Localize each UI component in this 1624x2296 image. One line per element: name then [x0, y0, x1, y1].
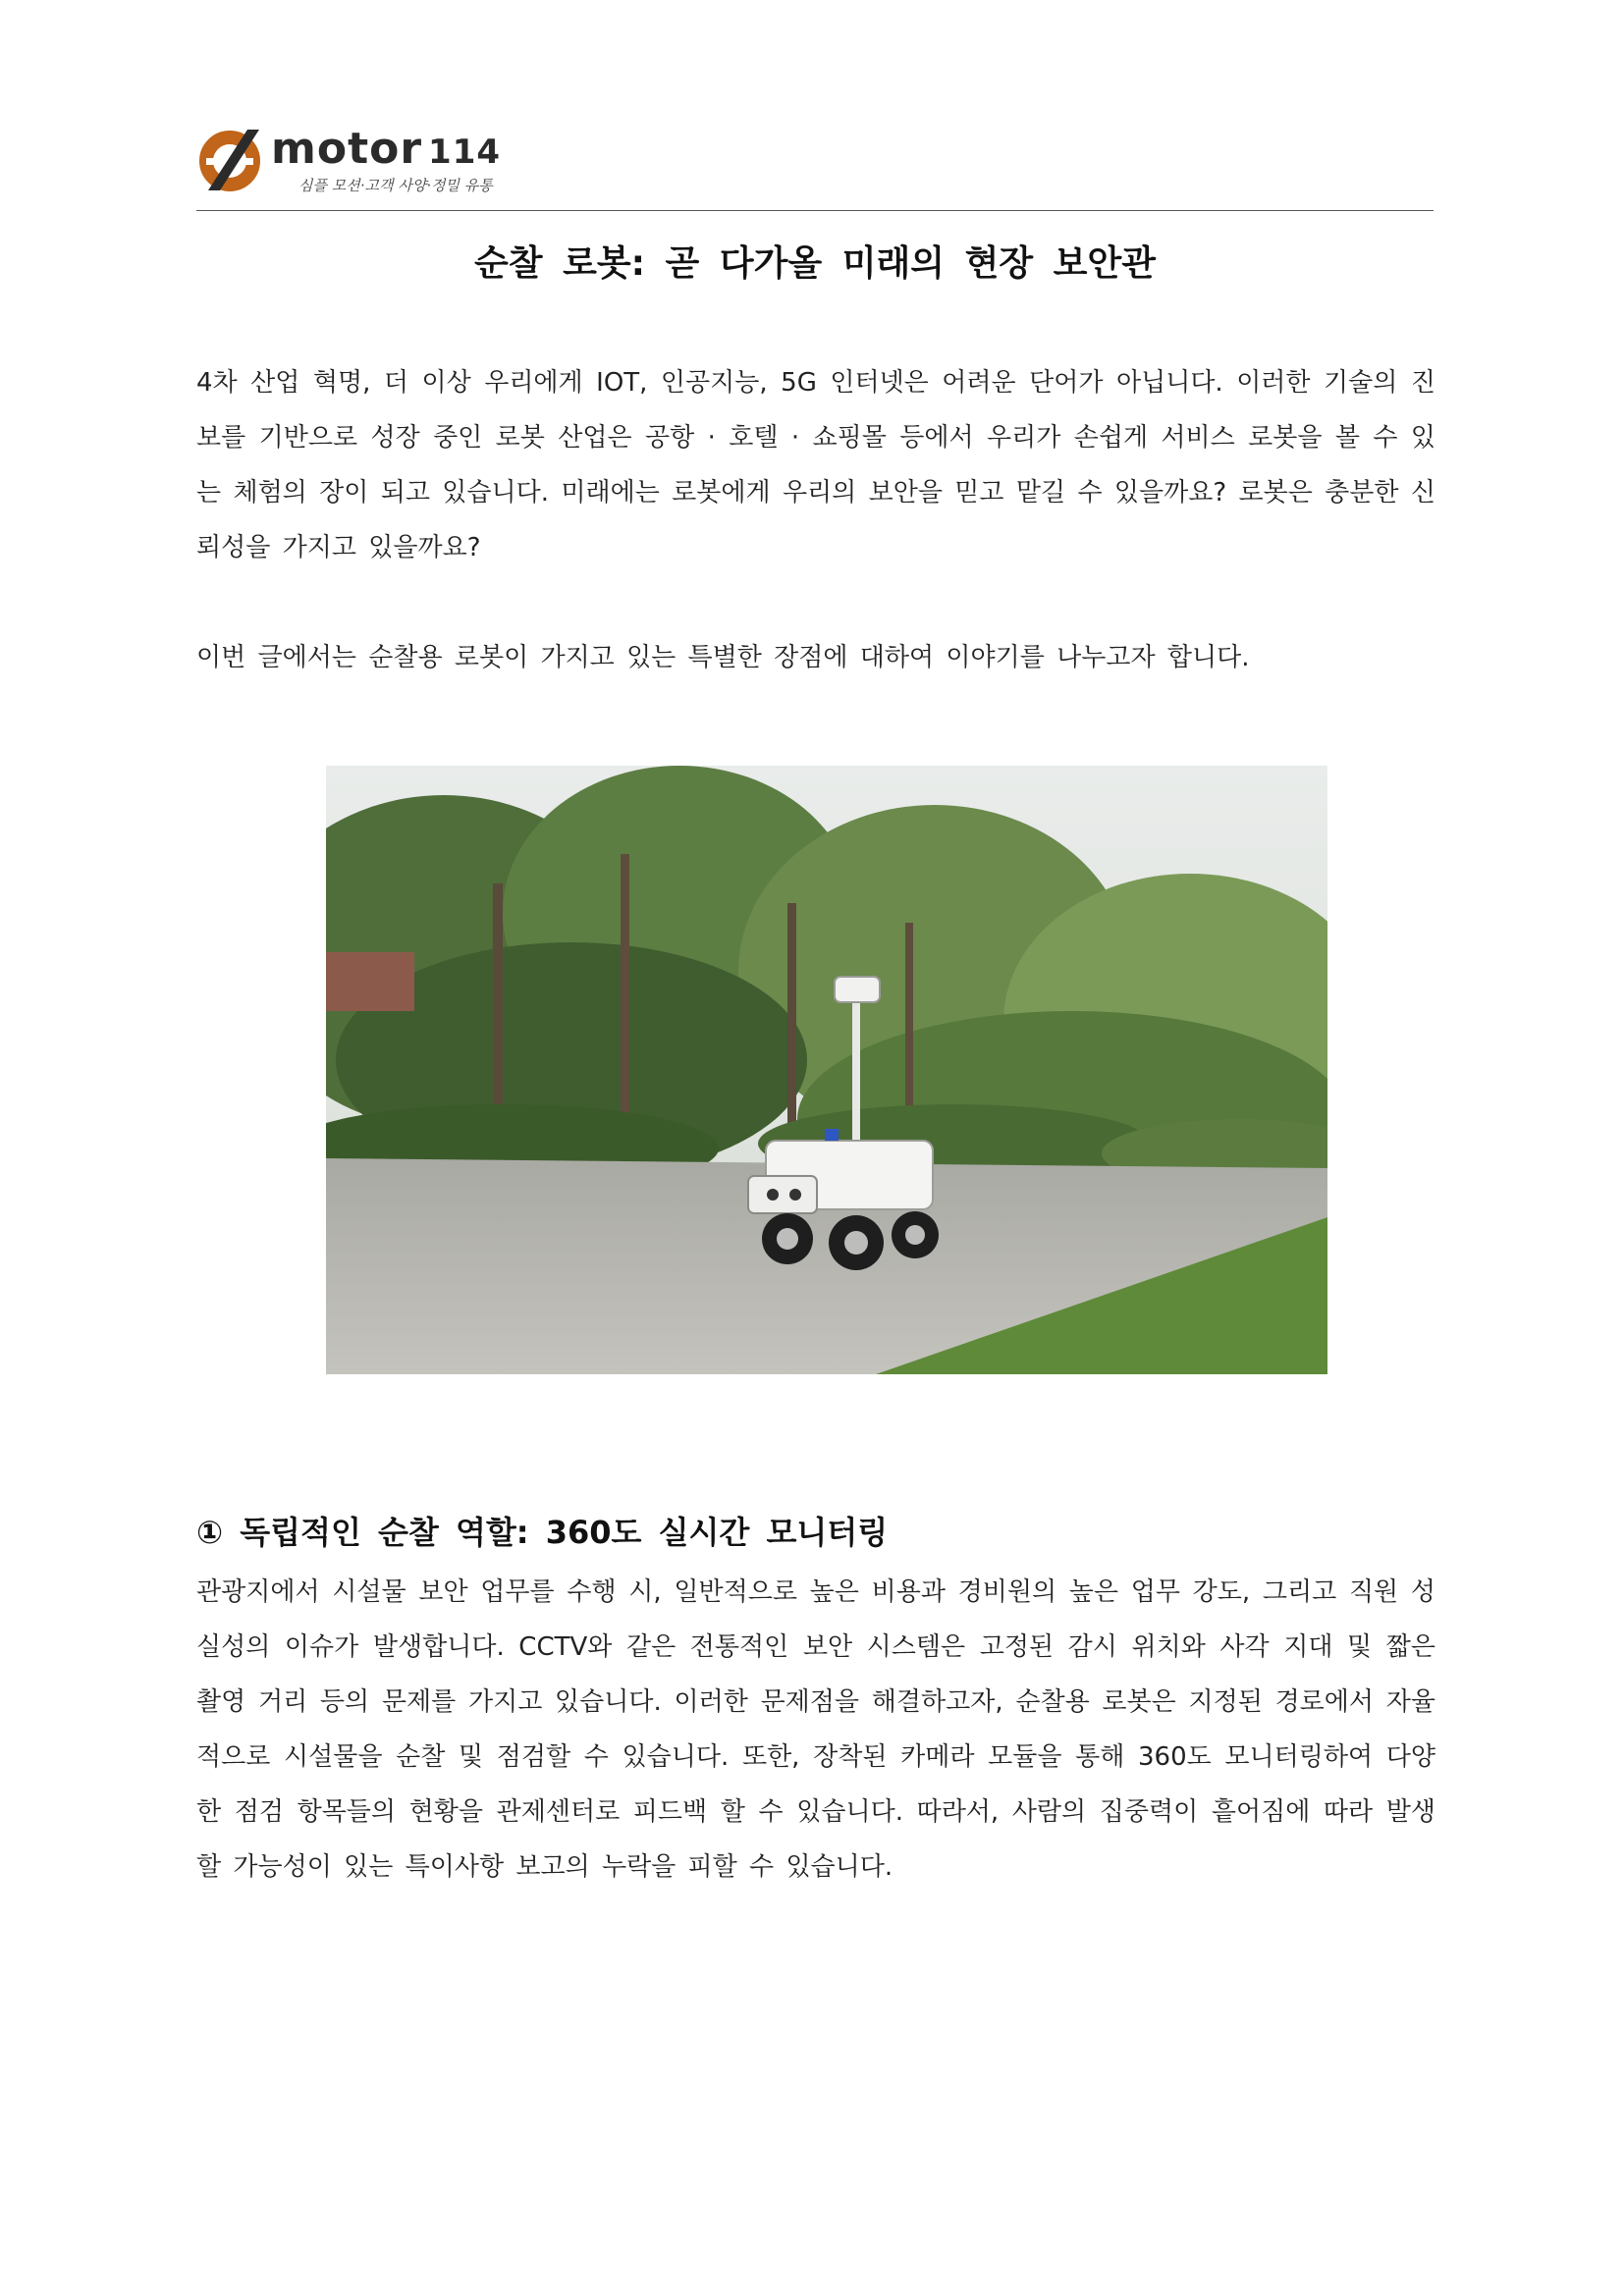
logo-text: motor	[271, 124, 423, 174]
patrol-robot-image	[326, 766, 1327, 1374]
header-divider	[196, 210, 1434, 211]
header	[196, 116, 1434, 210]
section-1-body: 관광지에서 시설물 보안 업무를 수행 시, 일반적으로 높은 비용과 경비원의 높은 업무 강도, 그리고 직원 성실성의 이슈가 발생합니다. CCTV와 같은 전통적인 보안 시스템은 고정된 감시 위치와 사각 지대 및 짧은 촬영 거리 등의 문제를 가지고 있습니다. 이러한 문제점을 해결하고자, 순찰용 로봇은 지정된 경로에서 자율적으로 시설물을 순찰 및 점검할 수 있습니다. 또한, 장착된 카메라 모듈을 통해 360도 모니터링하여 다양한 점검 항목들의 현황을 관제센터로 피드백 할 수 있습니다. 따라서, 사람의 집중력이 흩어짐에 따라 발생할 가능성이 있는 특이사항 보고의 누락을 피할 수 있습니다.	[196, 1577, 1435, 1882]
logo-tagline: 심플 모션·고객 사양·정밀 유통	[298, 177, 493, 194]
patrol-robot-photo	[326, 766, 1327, 1374]
logo-wordmark	[271, 124, 501, 174]
page-title: 순찰 로봇: 곧 다가올 미래의 현장 보안관	[473, 243, 1156, 284]
motor114-logo-icon	[196, 126, 265, 194]
logo-number: 114	[428, 133, 502, 172]
intro-paragraph: 4차 산업 혁명, 더 이상 우리에게 IOT, 인공지능, 5G 인터넷은 어려운 단어가 아닙니다. 이러한 기술의 진보를 기반으로 성장 중인 로봇 산업은 공항 · 호텔 · 쇼핑몰 등에서 우리가 손쉽게 서비스 로봇을 볼 수 있는 체험의 장이 되고 있습니다. 미래에는 로봇에게 우리의 보안을 믿고 맡길 수 있을까요? 로봇은 충분한 신뢰성을 가지고 있을까요?	[196, 368, 1435, 562]
section-1-title: ① 독립적인 순찰 역할: 360도 실시간 모니터링	[196, 1514, 889, 1551]
lead-paragraph: 이번 글에서는 순찰용 로봇이 가지고 있는 특별한 장점에 대하여 이야기를 나누고자 합니다.	[196, 643, 1250, 672]
